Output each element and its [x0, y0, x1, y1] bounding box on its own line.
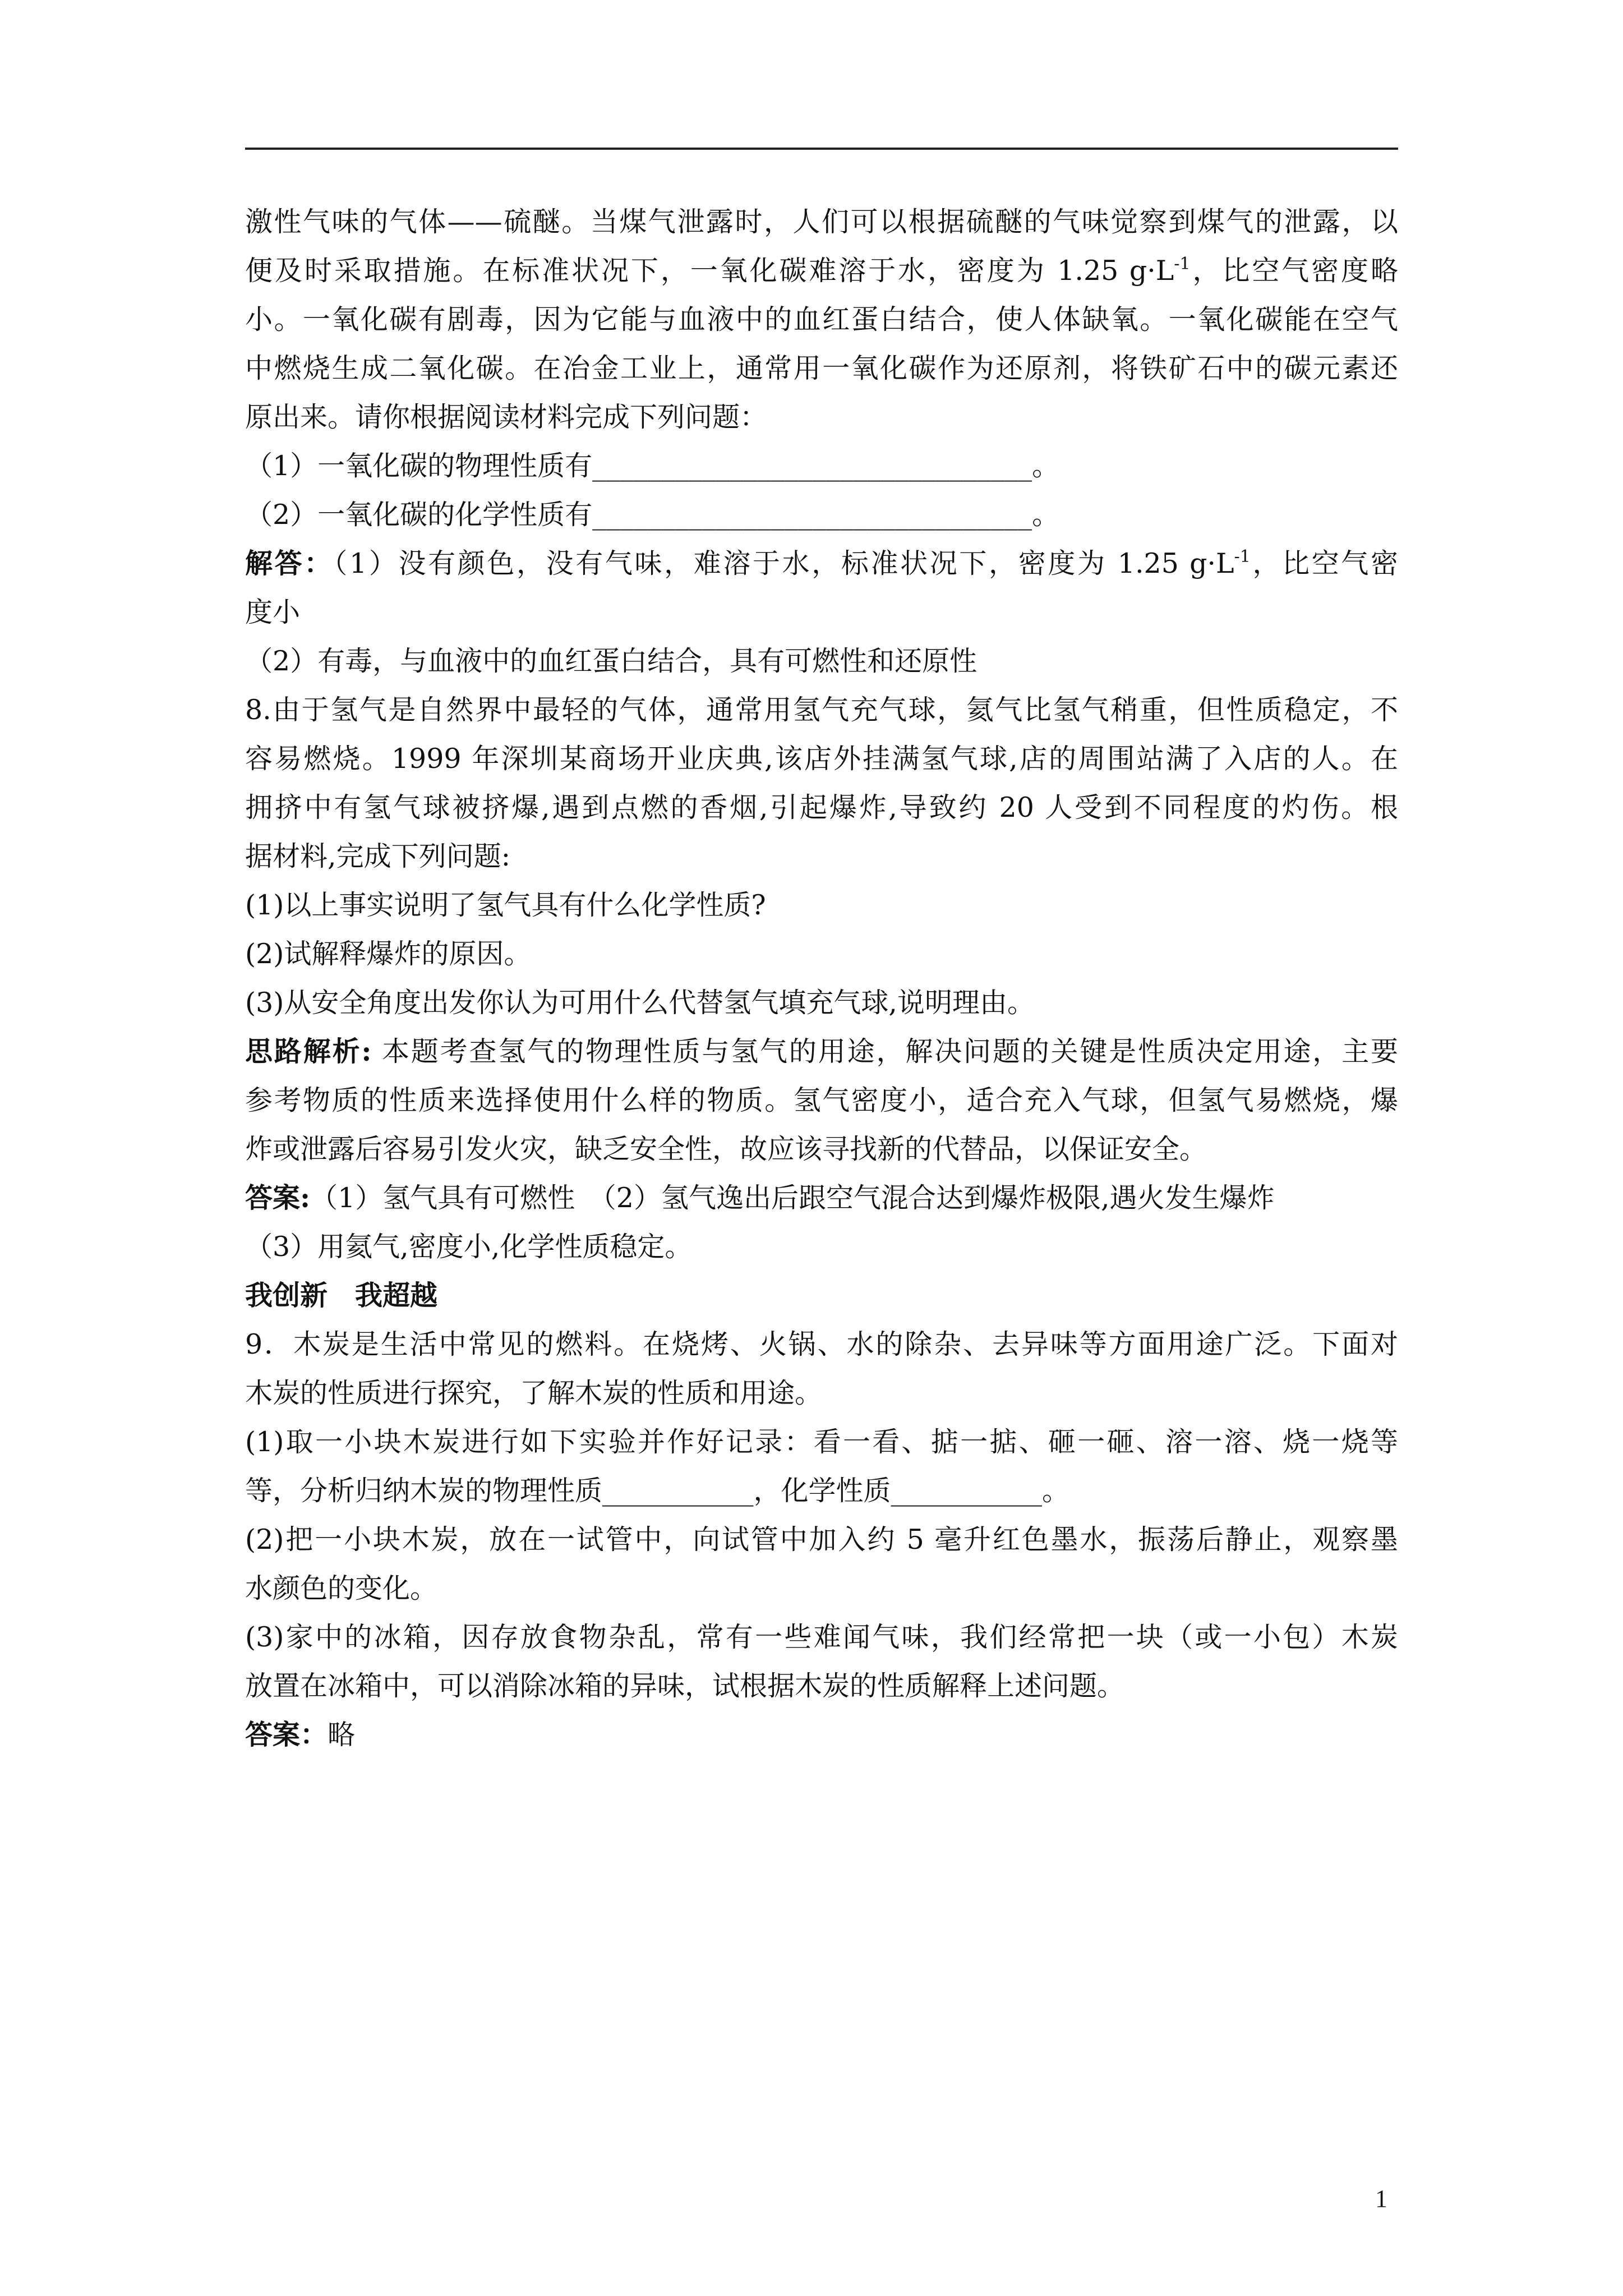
answer-line: 答案：略	[245, 1718, 356, 1751]
question-line: (2)把一小块木炭，放在一试管中，向试管中加入约 5 毫升红色墨水，振荡后静止，观察墨	[245, 1524, 1398, 1556]
text-line: 度小	[245, 596, 301, 628]
text-line: 容易燃烧。1999 年深圳某商场开业庆典,该店外挂满氢气球,店的周围站满了入店的人。在	[245, 743, 1398, 775]
question-line: (1)以上事实说明了氢气具有什么化学性质?	[245, 889, 766, 921]
answer-line: 答案:（1）氢气具有可燃性 （2）氢气逸出后跟空气混合达到爆炸极限,遇火发生爆炸	[245, 1181, 1275, 1214]
text-line: 便及时采取措施。在标准状况下，一氧化碳难溶于水，密度为 1.25 $g\cdot L^{-1}$，比空气密度略	[245, 254, 1398, 287]
question-line: (3)从安全角度出发你认为可用什么代替氢气填充气球,说明理由。	[245, 987, 1035, 1019]
text-line: 中燃烧生成二氧化碳。在冶金工业上，通常用一氧化碳作为还原剂，将铁矿石中的碳元素还	[245, 352, 1398, 384]
text-line: 小。一氧化碳有剧毒，因为它能与血液中的血红蛋白结合，使人体缺氧。一氧化碳能在空气	[245, 303, 1398, 335]
text-line: 放置在冰箱中，可以消除冰箱的异味，试根据木炭的性质解释上述问题。	[245, 1670, 1125, 1702]
text-line: 原出来。请你根据阅读材料完成下列问题：	[245, 401, 768, 433]
text-line: （2）有毒，与血液中的血红蛋白结合，具有可燃性和还原性	[245, 645, 978, 677]
question-line: 等，分析归纳木炭的物理性质___________，化学性质___________。	[245, 1475, 1070, 1507]
text-line: 水颜色的变化。	[245, 1572, 438, 1604]
section-heading: 我创新 我超越	[245, 1279, 438, 1312]
text-line: （3）用氦气,密度小,化学性质稳定。	[245, 1231, 693, 1263]
text-line: 参考物质的性质来选择使用什么样的物质。氢气密度小，适合充入气球，但氢气易燃烧，爆	[245, 1084, 1398, 1116]
answer-line: 解答：（1）没有颜色，没有气味，难溶于水，标准状况下，密度为 1.25 $g\cdot L^{-1}$，比空气密	[245, 546, 1398, 579]
question-line: (1)取一小块木炭进行如下实验并作好记录：看一看、掂一掂、砸一砸、溶一溶、烧一烧等	[245, 1426, 1398, 1458]
text-line: 9．木炭是生活中常见的燃料。在烧烤、火锅、水的除杂、去异味等方面用途广泛。下面对	[245, 1328, 1398, 1360]
text-line: 8.由于氢气是自然界中最轻的气体，通常用氢气充气球，氦气比氢气稍重，但性质稳定，不	[245, 694, 1398, 726]
text-line: 炸或泄露后容易引发火灾，缺乏安全性，故应该寻找新的代替品，以保证安全。	[245, 1133, 1207, 1165]
text-line: 拥挤中有氢气球被挤爆,遇到点燃的香烟,引起爆炸,导致约 20 人受到不同程度的灼伤。根	[245, 792, 1398, 823]
analysis-line: 思路解析: 本题考查氢气的物理性质与氢气的用途，解决问题的关键是性质决定用途，主要	[245, 1035, 1399, 1068]
page-number: 1	[1375, 2185, 1387, 2212]
question-line: (3)家中的冰箱，因存放食物杂乱，常有一些难闻气味，我们经常把一块（或一小包）木炭	[245, 1621, 1398, 1653]
text-line: 激性气味的气体——硫醚。当煤气泄露时，人们可以根据硫醚的气味觉察到煤气的泄露，以	[245, 206, 1398, 238]
question-line: (2)试解释爆炸的原因。	[245, 938, 532, 970]
answer-label: 答案:	[245, 1181, 311, 1214]
answer-label: 答案：	[245, 1718, 328, 1751]
text-line: 木炭的性质进行探究，了解木炭的性质和用途。	[245, 1377, 823, 1409]
question-line: （2）一氧化碳的化学性质有________________________________。	[245, 499, 1060, 531]
text-line: 据材料,完成下列问题:	[245, 840, 511, 872]
analysis-label: 思路解析:	[245, 1035, 372, 1068]
document-body	[245, 197, 1398, 1759]
question-line: （1）一氧化碳的物理性质有________________________________。	[245, 450, 1060, 482]
header-rule	[245, 148, 1398, 150]
answer-label: 解答：	[245, 547, 334, 579]
